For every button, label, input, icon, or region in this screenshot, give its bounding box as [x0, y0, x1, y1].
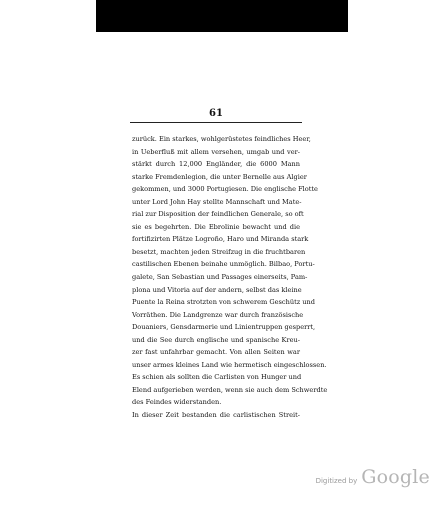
- text-line: Elend aufgerieben werden, wenn sie auch dem Schwerdte: [132, 385, 328, 394]
- page-number: 61: [209, 108, 223, 119]
- body-text: [132, 133, 328, 422]
- text-line: fortifizirten Plätze Logroño, Haro und Miranda stark: [132, 235, 309, 244]
- text-line: sie es begehrten. Die Ebrolinie bewacht und die: [132, 222, 300, 231]
- text-line: Es schien als sollten die Carlisten von Hunger und: [132, 373, 302, 382]
- text-line: rial zur Disposition der feindlichen Generale, so oft: [132, 210, 304, 219]
- header-rule: [130, 122, 302, 123]
- text-line: unter Lord John Hay stellte Mannschaft und Mate-: [132, 197, 302, 206]
- text-line: In dieser Zeit bestanden die carlistischen Streit-: [132, 411, 300, 420]
- text-line: gekommen, und 3000 Portugiesen. Die englische Flotte: [132, 185, 318, 194]
- text-line: castilischen Ebenen beinahe unmöglich. Bilbao, Portu-: [132, 260, 315, 269]
- text-line: starke Fremdenlegion, die unter Bernelle aus Algier: [132, 172, 307, 181]
- text-line: in Ueberfluß mit allem versehen, umgab und ver-: [132, 147, 300, 156]
- text-line: Puente la Reina strotzten von schwerem Geschütz und: [132, 298, 316, 307]
- google-logo: Google: [361, 466, 430, 488]
- watermark-prefix: Digitized by: [315, 477, 358, 485]
- text-line: zurück. Ein starkes, wohlgerüstetes feindliches Heer,: [132, 135, 311, 143]
- text-line: und die See durch englische und spanische Kreu-: [132, 335, 300, 344]
- text-line: Vorräthen. Die Landgrenze war durch französische: [132, 310, 304, 319]
- text-line: unser armes kleines Land wie hermetisch eingeschlossen.: [132, 360, 327, 369]
- digitized-watermark: [316, 466, 430, 488]
- text-line: galete, San Sebastian und Passages einerseits, Pam-: [132, 273, 308, 282]
- text-line: stärkt durch 12,000 Engländer, die 6000 Mann: [132, 160, 300, 169]
- text-line: Douaniers, Gensdarmerie und Linientruppen gesperrt,: [132, 323, 316, 332]
- text-line: plona und Vitoria auf der andern, selbst das kleine: [132, 285, 302, 294]
- text-line: des Feindes widerstanden.: [132, 398, 222, 407]
- text-line: zer fast unfahrbar gemacht. Von allen Seiten war: [132, 348, 300, 357]
- text-line: besetzt, machten jeden Streifzug in die fruchtbaren: [132, 247, 306, 256]
- scan-mask-bar: [96, 0, 348, 32]
